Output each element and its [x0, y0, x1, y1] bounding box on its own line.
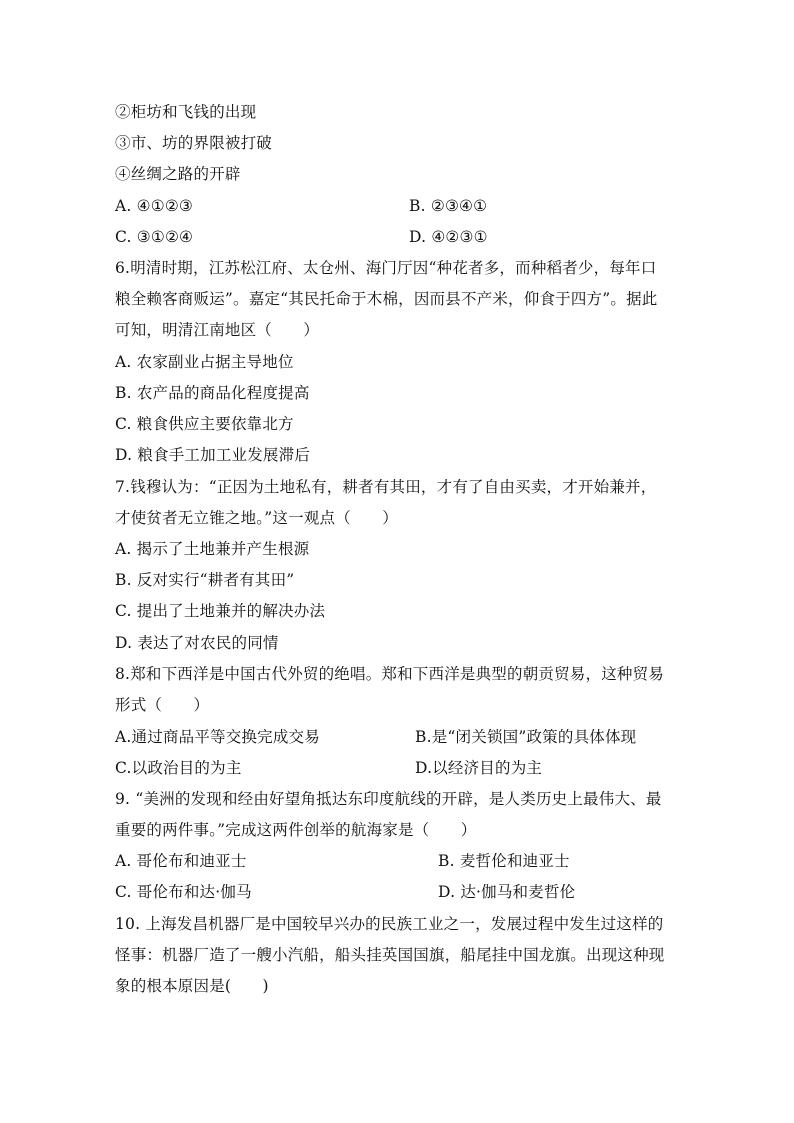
q7-option-d: D. 表达了对农民的同情 — [115, 634, 279, 652]
q9-stem-line-1: 9. “美洲的发现和经由好望角抵达东印度航线的开辟，是人类历史上最伟大、最 — [115, 790, 662, 808]
fragment-option-b: B. ②③④① — [409, 197, 488, 215]
q10-stem-line-2: 怪事：机器厂造了一艘小汽船，船头挂英国国旗，船尾挂中国龙旗。出现这种现 — [115, 946, 665, 964]
q6-option-c: C. 粮食供应主要依靠北方 — [115, 415, 294, 433]
q9-stem-line-2: 重要的两件事。”完成这两件创举的航海家是（ ） — [115, 821, 477, 839]
q6-stem-line-3: 可知，明清江南地区（ ） — [115, 321, 320, 339]
q8-option-d: D.以经济目的为主 — [415, 759, 543, 777]
q7-stem-line-1: 7.钱穆认为：“正因为土地私有，耕者有其田，才有了自由买卖，才开始兼并， — [115, 478, 657, 496]
q7-stem-line-2: 才使贫者无立锥之地。”这一观点（ ） — [115, 509, 398, 527]
q9-option-a: A. 哥伦布和迪亚士 — [115, 852, 247, 870]
fragment-option-d: D. ④②③① — [409, 228, 488, 246]
q6-stem-line-1: 6.明清时期，江苏松江府、太仓州、海门厅因“种花者多，而种稻者少，每年口 — [115, 259, 657, 277]
q7-option-b: B. 反对实行“耕者有其田” — [115, 571, 295, 589]
fragment-line-2: ②柜坊和飞钱的出现 — [115, 103, 257, 121]
q6-option-b: B. 农产品的商品化程度提高 — [115, 384, 310, 402]
fragment-line-4: ④丝绸之路的开辟 — [115, 165, 241, 183]
q7-option-c: C. 提出了土地兼并的解决办法 — [115, 602, 326, 620]
q6-option-a: A. 农家副业占据主导地位 — [115, 353, 294, 371]
q8-option-c: C.以政治目的为主 — [115, 759, 242, 777]
q10-stem-line-1: 10. 上海发昌机器厂是中国较早兴办的民族工业之一，发展过程中发生过这样的 — [115, 915, 664, 933]
q8-option-a: A.通过商品平等交换完成交易 — [115, 728, 320, 746]
fragment-line-3: ③市、坊的界限被打破 — [115, 134, 273, 152]
q6-stem-line-2: 粮全赖客商贩运”。嘉定“其民托命于木棉，因而县不产米，仰食于四方”。据此 — [115, 290, 658, 308]
q7-option-a: A. 揭示了土地兼并产生根源 — [115, 540, 310, 558]
q9-option-b: B. 麦哲伦和迪亚士 — [438, 852, 570, 870]
q8-stem-line-2: 形式（ ） — [115, 696, 210, 714]
q9-option-d: D. 达·伽马和麦哲伦 — [438, 883, 576, 901]
q6-option-d: D. 粮食手工加工业发展滞后 — [115, 446, 311, 464]
fragment-option-c: C. ③①②④ — [115, 228, 194, 246]
q8-stem-line-1: 8.郑和下西洋是中国古代外贸的绝唱。郑和下西洋是典型的朝贡贸易，这种贸易 — [115, 665, 664, 683]
q10-stem-line-3: 象的根本原因是( ) — [115, 977, 269, 995]
q8-option-b: B.是“闭关锁国”政策的具体体现 — [415, 728, 637, 746]
fragment-option-a: A. ④①②③ — [115, 197, 194, 215]
q9-option-c: C. 哥伦布和达·伽马 — [115, 883, 252, 901]
